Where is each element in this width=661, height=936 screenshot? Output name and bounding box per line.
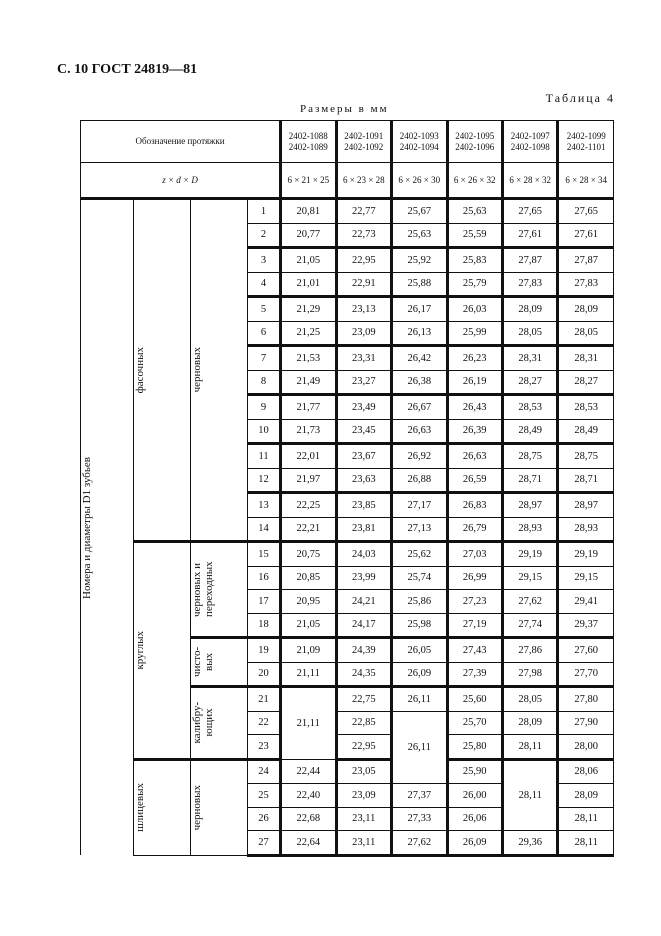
diameter-value: 20,75: [281, 542, 336, 567]
diameter-value: 28,75: [502, 444, 557, 469]
diameter-value: 21,77: [281, 395, 336, 420]
diameter-value: 21,09: [281, 638, 336, 663]
zdD-value: 6 × 28 × 32: [502, 163, 557, 199]
diameter-value: 21,97: [281, 468, 336, 493]
diameter-value: 28,71: [558, 468, 614, 493]
diameter-value: 22,64: [281, 831, 336, 856]
row-number: 11: [248, 444, 281, 469]
designation-header: 2402-1088 2402-1089: [281, 121, 336, 163]
diameter-value: 28,53: [558, 395, 614, 420]
diameter-value: 21,05: [281, 248, 336, 273]
row-number: 13: [248, 493, 281, 518]
diameter-value: 22,01: [281, 444, 336, 469]
diameter-value: 20,81: [281, 199, 336, 224]
diameter-value: 27,37: [392, 784, 447, 808]
diameter-value: 28,11: [558, 807, 614, 831]
row-number: 26: [248, 807, 281, 831]
zdD-value: 6 × 26 × 30: [392, 163, 447, 199]
diameter-value: 25,98: [392, 613, 447, 638]
diameter-value: 26,42: [392, 346, 447, 371]
side-label: Номера и диаметры D1 зубьев: [81, 199, 134, 856]
diameter-value: 25,70: [447, 711, 502, 735]
diameter-value: 27,74: [502, 613, 557, 638]
diameter-value: 25,80: [447, 735, 502, 760]
diameter-value: 28,93: [558, 517, 614, 542]
diameter-value: 27,86: [502, 638, 557, 663]
diameter-value: 23,85: [336, 493, 391, 518]
diameter-value: 22,75: [336, 687, 391, 712]
diameter-value: 26,00: [447, 784, 502, 808]
diameter-value: 26,79: [447, 517, 502, 542]
group-label: фасочных: [134, 199, 191, 542]
diameter-value: 27,61: [558, 223, 614, 248]
row-number: 12: [248, 468, 281, 493]
diameter-value: 28,00: [558, 735, 614, 760]
diameter-value: 27,33: [392, 807, 447, 831]
diameter-value: 26,43: [447, 395, 502, 420]
diameter-value: 23,05: [336, 759, 391, 784]
row-number: 19: [248, 638, 281, 663]
diameter-value: 28,49: [502, 419, 557, 444]
diameter-value: 25,60: [447, 687, 502, 712]
diameter-value: 22,91: [336, 272, 391, 297]
row-number: 16: [248, 566, 281, 590]
diameter-value: 23,11: [336, 831, 391, 856]
diameter-value: 26,19: [447, 370, 502, 395]
designation-header: 2402-1099 2402-1101: [558, 121, 614, 163]
diameter-value: 26,38: [392, 370, 447, 395]
diameter-value: 25,90: [447, 759, 502, 784]
diameter-value: 23,13: [336, 297, 391, 322]
diameter-value: 28,49: [558, 419, 614, 444]
diameter-value: 25,92: [392, 248, 447, 273]
row-number: 17: [248, 590, 281, 614]
designation-header: 2402-1097 2402-1098: [502, 121, 557, 163]
diameter-value: 26,83: [447, 493, 502, 518]
diameter-value: 26,63: [392, 419, 447, 444]
diameter-value: 27,80: [558, 687, 614, 712]
diameter-value: 29,41: [558, 590, 614, 614]
designation-label: Обозначение протяжки: [81, 121, 281, 163]
row-number: 25: [248, 784, 281, 808]
diameter-value: 24,21: [336, 590, 391, 614]
diameter-value: 26,09: [392, 662, 447, 687]
diameter-value: 23,45: [336, 419, 391, 444]
diameter-value: 28,11: [558, 831, 614, 856]
row-number: 22: [248, 711, 281, 735]
zdD-value: 6 × 23 × 28: [336, 163, 391, 199]
diameter-value: 27,98: [502, 662, 557, 687]
diameter-value: 27,60: [558, 638, 614, 663]
diameter-value: 21,29: [281, 297, 336, 322]
row-number: 10: [248, 419, 281, 444]
subgroup-label: черновых и переходных: [191, 542, 248, 638]
diameter-value: 27,61: [502, 223, 557, 248]
diameter-value: 27,62: [392, 831, 447, 856]
diameter-value: 21,11: [281, 687, 336, 760]
diameter-value: 27,62: [502, 590, 557, 614]
row-number: 24: [248, 759, 281, 784]
group-label: круглых: [134, 542, 191, 760]
diameter-value: 26,59: [447, 468, 502, 493]
diameter-value: 28,75: [558, 444, 614, 469]
row-number: 3: [248, 248, 281, 273]
diameter-value: 27,65: [502, 199, 557, 224]
diameter-value: 23,49: [336, 395, 391, 420]
diameter-value: 22,40: [281, 784, 336, 808]
units-caption: Размеры в мм: [300, 103, 389, 115]
diameter-value: 29,37: [558, 613, 614, 638]
diameter-value: 26,67: [392, 395, 447, 420]
diameter-value: 26,17: [392, 297, 447, 322]
diameter-value: 26,11: [392, 687, 447, 712]
diameter-value: 25,88: [392, 272, 447, 297]
zdD-value: 6 × 26 × 32: [447, 163, 502, 199]
designation-header: 2402-1095 2402-1096: [447, 121, 502, 163]
row-number: 7: [248, 346, 281, 371]
diameter-value: 26,09: [447, 831, 502, 856]
diameter-value: 23,11: [336, 807, 391, 831]
diameter-value: 21,73: [281, 419, 336, 444]
diameter-value: 23,63: [336, 468, 391, 493]
diameter-value: 24,35: [336, 662, 391, 687]
subgroup-label: черновых: [191, 199, 248, 542]
diameter-value: 27,83: [558, 272, 614, 297]
diameter-value: 27,43: [447, 638, 502, 663]
diameter-value: 28,27: [558, 370, 614, 395]
diameter-value: 25,83: [447, 248, 502, 273]
diameter-value: 26,92: [392, 444, 447, 469]
diameter-value: 28,97: [558, 493, 614, 518]
diameter-value: 27,23: [447, 590, 502, 614]
diameter-value: 21,01: [281, 272, 336, 297]
diameter-value: 28,11: [502, 759, 557, 831]
table-row: [81, 199, 614, 224]
diameter-value: 26,63: [447, 444, 502, 469]
diameter-value: 26,03: [447, 297, 502, 322]
diameter-value: 20,95: [281, 590, 336, 614]
diameter-value: 23,09: [336, 321, 391, 346]
diameter-value: 25,59: [447, 223, 502, 248]
row-number: 8: [248, 370, 281, 395]
designation-header: 2402-1093 2402-1094: [392, 121, 447, 163]
diameter-value: 22,21: [281, 517, 336, 542]
diameter-value: 25,74: [392, 566, 447, 590]
subgroup-label: чисто-вых: [191, 638, 248, 687]
row-number: 2: [248, 223, 281, 248]
diameter-value: 23,81: [336, 517, 391, 542]
diameter-value: 25,63: [447, 199, 502, 224]
diameter-value: 28,09: [558, 784, 614, 808]
zdD-label: z × d × D: [81, 163, 281, 199]
zdD-value: 6 × 21 × 25: [281, 163, 336, 199]
diameter-value: 20,85: [281, 566, 336, 590]
diameter-value: 28,11: [502, 735, 557, 760]
row-number: 20: [248, 662, 281, 687]
diameter-value: 28,31: [558, 346, 614, 371]
diameter-value: 26,99: [447, 566, 502, 590]
table-row: [81, 759, 614, 784]
dimensions-table: [80, 120, 614, 857]
diameter-value: 27,03: [447, 542, 502, 567]
diameter-value: 27,65: [558, 199, 614, 224]
row-number: 15: [248, 542, 281, 567]
diameter-value: 27,70: [558, 662, 614, 687]
diameter-value: 22,85: [336, 711, 391, 735]
diameter-value: 27,17: [392, 493, 447, 518]
diameter-value: 24,39: [336, 638, 391, 663]
diameter-value: 27,39: [447, 662, 502, 687]
diameter-value: 26,06: [447, 807, 502, 831]
diameter-value: 25,63: [392, 223, 447, 248]
diameter-value: 25,62: [392, 542, 447, 567]
diameter-value: 28,09: [502, 297, 557, 322]
diameter-value: 25,67: [392, 199, 447, 224]
table-row: [81, 542, 614, 567]
diameter-value: 29,15: [558, 566, 614, 590]
diameter-value: 26,05: [392, 638, 447, 663]
diameter-value: 29,15: [502, 566, 557, 590]
subgroup-label: черновых: [191, 759, 248, 855]
zdD-value: 6 × 28 × 34: [558, 163, 614, 199]
row-number: 6: [248, 321, 281, 346]
diameter-value: 28,05: [502, 321, 557, 346]
diameter-value: 28,97: [502, 493, 557, 518]
diameter-value: 22,95: [336, 248, 391, 273]
row-number: 14: [248, 517, 281, 542]
diameter-value: 26,39: [447, 419, 502, 444]
diameter-value: 28,05: [558, 321, 614, 346]
table-label: Таблица 4: [545, 91, 615, 105]
group-label: шлицевых: [134, 759, 191, 855]
diameter-value: 21,25: [281, 321, 336, 346]
diameter-value: 23,67: [336, 444, 391, 469]
diameter-value: 27,87: [558, 248, 614, 273]
diameter-value: 21,49: [281, 370, 336, 395]
page-header: С. 10 ГОСТ 24819—81: [57, 62, 198, 77]
diameter-value: 27,19: [447, 613, 502, 638]
diameter-value: 28,27: [502, 370, 557, 395]
diameter-value: 29,36: [502, 831, 557, 856]
diameter-value: 21,05: [281, 613, 336, 638]
diameter-value: 25,86: [392, 590, 447, 614]
row-number: 21: [248, 687, 281, 712]
row-number: 23: [248, 735, 281, 760]
diameter-value: 22,25: [281, 493, 336, 518]
diameter-value: 23,09: [336, 784, 391, 808]
diameter-value: 24,17: [336, 613, 391, 638]
diameter-value: 22,95: [336, 735, 391, 760]
diameter-value: 27,90: [558, 711, 614, 735]
diameter-value: 23,99: [336, 566, 391, 590]
diameter-value: 22,68: [281, 807, 336, 831]
row-number: 18: [248, 613, 281, 638]
diameter-value: 28,05: [502, 687, 557, 712]
diameter-value: 27,87: [502, 248, 557, 273]
diameter-value: 23,31: [336, 346, 391, 371]
diameter-value: 28,09: [558, 297, 614, 322]
diameter-value: 20,77: [281, 223, 336, 248]
diameter-value: 28,31: [502, 346, 557, 371]
diameter-value: 26,11: [392, 711, 447, 784]
diameter-value: 28,71: [502, 468, 557, 493]
diameter-value: 28,53: [502, 395, 557, 420]
row-number: 27: [248, 831, 281, 856]
row-number: 4: [248, 272, 281, 297]
diameter-value: 27,13: [392, 517, 447, 542]
diameter-value: 28,93: [502, 517, 557, 542]
diameter-value: 26,88: [392, 468, 447, 493]
designation-header: 2402-1091 2402-1092: [336, 121, 391, 163]
row-number: 1: [248, 199, 281, 224]
diameter-value: 28,09: [502, 711, 557, 735]
subgroup-label: калибру-ющих: [191, 687, 248, 760]
diameter-value: 21,53: [281, 346, 336, 371]
diameter-value: 22,77: [336, 199, 391, 224]
row-number: 9: [248, 395, 281, 420]
diameter-value: 26,23: [447, 346, 502, 371]
diameter-value: 25,79: [447, 272, 502, 297]
diameter-value: 22,73: [336, 223, 391, 248]
diameter-value: 26,13: [392, 321, 447, 346]
row-number: 5: [248, 297, 281, 322]
diameter-value: 22,44: [281, 759, 336, 784]
diameter-value: 29,19: [558, 542, 614, 567]
diameter-value: 21,11: [281, 662, 336, 687]
diameter-value: 27,83: [502, 272, 557, 297]
diameter-value: 29,19: [502, 542, 557, 567]
diameter-value: 25,99: [447, 321, 502, 346]
diameter-value: 23,27: [336, 370, 391, 395]
diameter-value: 28,06: [558, 759, 614, 784]
diameter-value: 24,03: [336, 542, 391, 567]
